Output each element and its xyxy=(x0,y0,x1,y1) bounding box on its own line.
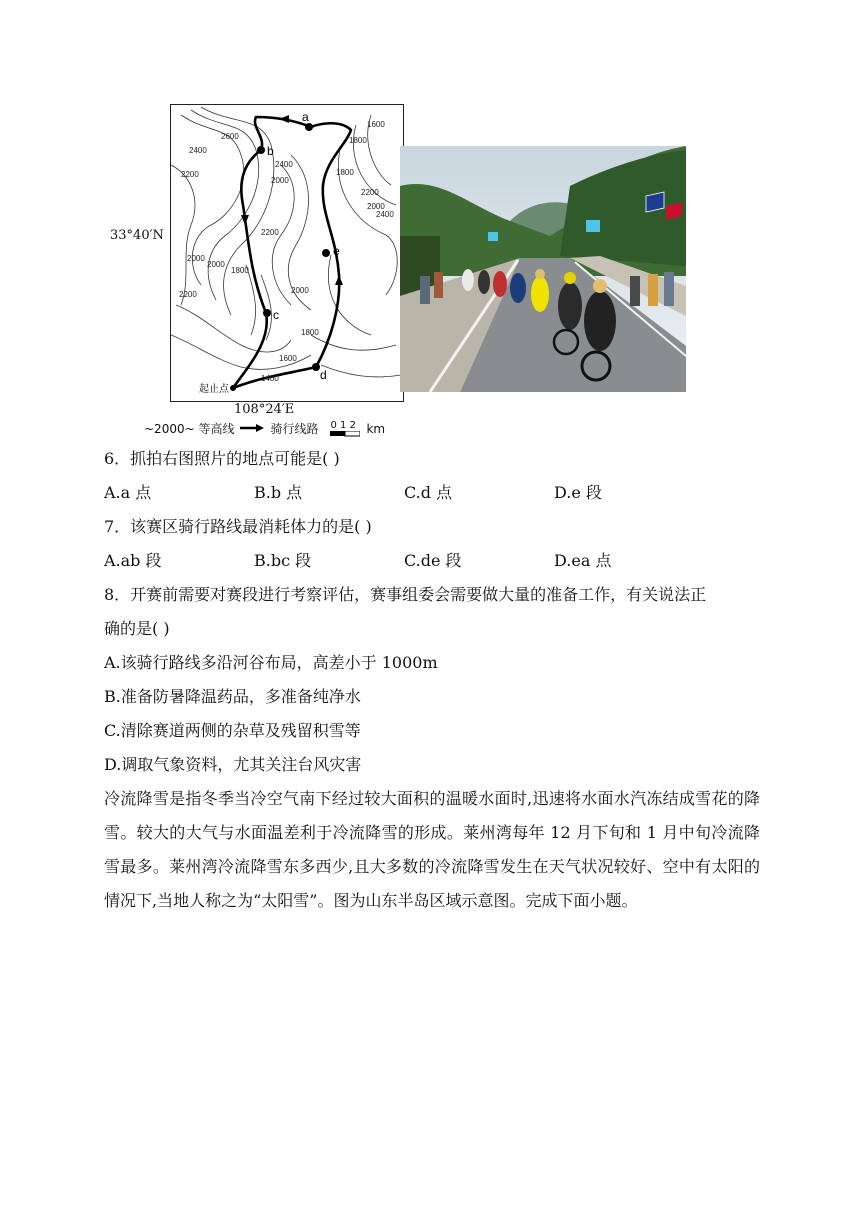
question-6-option-d[interactable]: D.e 段 xyxy=(554,483,602,502)
contour-label: 1600 xyxy=(279,354,297,363)
contour-label: 2200 xyxy=(361,188,379,197)
figure xyxy=(104,100,694,445)
question-7-option-b[interactable]: B.bc 段 xyxy=(254,551,312,570)
contour-label: 1600 xyxy=(367,120,385,129)
legend-route: 骑行线路 xyxy=(270,422,319,436)
point-e-marker xyxy=(322,249,330,257)
contour-label: 2200 xyxy=(179,290,197,299)
question-7-option-a[interactable]: A.ab 段 xyxy=(104,551,162,570)
scale-unit: km xyxy=(366,421,386,436)
question-7-option-c[interactable]: C.de 段 xyxy=(404,551,462,570)
map-legend xyxy=(144,420,385,437)
start-point-label: 起止点 xyxy=(199,384,229,395)
question-7-option-d[interactable]: D.ea 点 xyxy=(554,551,612,570)
legend-route-arrow-icon xyxy=(240,422,264,436)
question-6-option-b[interactable]: B.b 点 xyxy=(254,483,303,502)
question-8-stem-line1: 8．开赛前需要对赛段进行考察评估，赛事组委会需要做大量的准备工作，有关说法正 xyxy=(104,585,707,604)
contour-label: 2600 xyxy=(221,132,239,141)
contour-label: 2400 xyxy=(189,146,207,155)
contour-label: 2200 xyxy=(181,170,199,179)
point-b-label: b xyxy=(267,144,274,158)
question-8-stem-line2: 确的是( ) xyxy=(104,619,170,638)
point-a-marker xyxy=(305,123,313,131)
question-8-option-a[interactable]: A.该骑行路线多沿河谷布局，高差小于 1000m xyxy=(104,653,438,672)
contour-label: 2000 xyxy=(187,254,205,263)
point-a-label: a xyxy=(302,110,309,124)
contour-label: 2200 xyxy=(261,228,279,237)
contour-label: 2000 xyxy=(367,202,385,211)
scale-bar-icon xyxy=(330,431,360,437)
contour-label: 1400 xyxy=(261,374,279,383)
passage-text: 冷流降雪是指冬季当冷空气南下经过较大面积的温暖水面时,迅速将水面水汽冻结成雪花的降雪。较大的大气与水面温差利于冷流降雪的形成。莱州湾每年 12 月下旬和 1 月中旬冷流降雪最多。莱州湾冷流降雪东多西少,且大多数的冷流降雪发生在天气状况较好、空中有太阳的情况下,当地人称之为“太阳雪”。图为山东半岛区域示意图。完成下面小题。 xyxy=(104,789,760,910)
point-b-marker xyxy=(257,146,265,154)
point-c-label: c xyxy=(273,308,279,322)
contour-label: 1800 xyxy=(301,328,319,337)
contour-label: 1800 xyxy=(231,266,249,275)
contour-label: 2000 xyxy=(291,286,309,295)
latitude-label: 33°40′N xyxy=(110,228,164,243)
cycling-race-photo xyxy=(400,146,686,392)
question-7-stem: 7．该赛区骑行路线最消耗体力的是( ) xyxy=(104,517,372,536)
question-6-option-a[interactable]: A.a 点 xyxy=(104,483,152,502)
cycling-race-photo-svg xyxy=(400,146,686,392)
contour-label: 1800 xyxy=(349,136,367,145)
start-point-marker xyxy=(230,385,236,391)
contour-map xyxy=(170,104,404,402)
point-d-label: d xyxy=(320,368,327,382)
question-6-option-c[interactable]: C.d 点 xyxy=(404,483,453,502)
point-d-marker xyxy=(312,363,320,371)
question-8-option-d[interactable]: D.调取气象资料，尤其关注台风灾害 xyxy=(104,755,362,774)
longitude-label: 108°24′E xyxy=(234,402,295,417)
scale-ticks: 0 1 2 xyxy=(330,419,356,431)
contour-map-svg xyxy=(171,105,403,401)
contour-label: 2400 xyxy=(275,160,293,169)
contour-label: 1800 xyxy=(336,168,354,177)
legend-scale xyxy=(330,421,360,437)
contour-label: 2400 xyxy=(376,210,394,219)
legend-contour: ~2000~ 等高线 xyxy=(144,422,235,436)
point-c-marker xyxy=(263,309,271,317)
question-6-stem: 6．抓拍右图照片的地点可能是( ) xyxy=(104,449,340,468)
question-8-option-c[interactable]: C.清除赛道两侧的杂草及残留积雪等 xyxy=(104,721,361,740)
contour-label: 2000 xyxy=(207,260,225,269)
point-e-label: e xyxy=(333,244,340,258)
question-8-option-b[interactable]: B.准备防暑降温药品，多准备纯净水 xyxy=(104,687,361,706)
contour-label: 2000 xyxy=(271,176,289,185)
